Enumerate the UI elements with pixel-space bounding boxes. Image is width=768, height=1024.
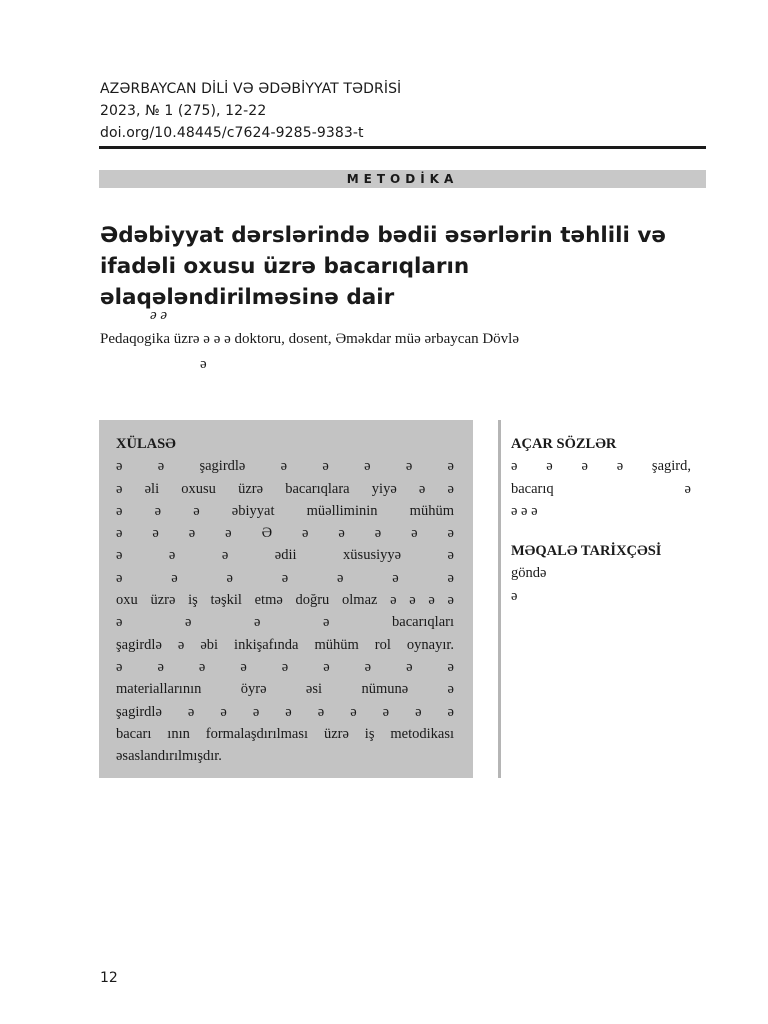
text-line: materiallarının öyrə əsi nümunə ə (116, 681, 454, 698)
text-line: ə ə ə əbiyyat müəlliminin mühüm (116, 502, 454, 519)
journal-issue: 2023, № 1 (275), 12-22 (100, 103, 267, 119)
text-line: ə ə ə ədii xüsusiyyə ə (116, 547, 454, 564)
text-line: ə ə ə ə bacarıqları (116, 614, 454, 631)
text-line: bacarı ının formalaşdırılması üzrə iş metodikası (116, 725, 454, 742)
section-bar: METODİKA (99, 170, 706, 188)
history-heading: MƏQALƏ TARİXÇƏSİ (511, 543, 662, 559)
abstract-heading: XÜLASƏ (116, 436, 176, 452)
journal-doi: doi.org/10.48445/c7624-9285-9383-t (100, 125, 364, 141)
author-affiliation-cont: ə (200, 356, 207, 372)
text-line: şagirdlə ə ə ə ə ə ə ə ə ə (116, 703, 454, 720)
text-line: ə ə şagirdlə ə ə ə ə ə (116, 458, 454, 475)
abstract-box (99, 420, 473, 778)
text-line: ə ə ə ə Ə ə ə ə ə ə (116, 525, 454, 542)
abstract-body (116, 433, 454, 767)
keywords-block (511, 433, 691, 522)
text-line: ə ə ə ə şagird, (511, 458, 691, 475)
page-number: 12 (100, 970, 118, 986)
author-affiliation: Pedaqogika üzrə ə ə ə doktoru, dosent, Əməkdar müə ərbaycan Dövlə (100, 331, 520, 347)
text-line: göndə (511, 565, 547, 582)
header-rule (99, 146, 706, 149)
journal-name: AZƏRBAYCAN DİLİ VƏ ƏDƏBİYYAT TƏDRİSİ (100, 81, 402, 97)
author-name: ə ə (150, 307, 168, 323)
journal-header (100, 78, 401, 144)
text-line: əsaslandırılmışdır. (116, 748, 222, 765)
text-line: bacarıq ə (511, 480, 691, 497)
text-line: ə ə ə ə ə ə ə (116, 569, 454, 586)
text-line: ə əli oxusu üzrə bacarıqlara yiyə ə ə (116, 480, 454, 497)
text-line: ə (511, 587, 518, 604)
text-line: ə ə ə (511, 502, 538, 519)
history-block (511, 540, 691, 607)
article-title: Ədəbiyyat dərslərində bədii əsərlərin təhlili və ifadəli oxusu üzrə bacarıqların əlaqələndirilməsinə dair (100, 223, 666, 310)
sidebar-rule (498, 420, 501, 778)
keywords-heading: AÇAR SÖZLƏR (511, 436, 617, 452)
text-line: oxu üzrə iş təşkil etmə doğru olmaz ə ə ə ə (116, 592, 454, 609)
text-line: şagirdlə ə əbi inkişafında mühüm rol oynayır. (116, 636, 454, 653)
text-line: ə ə ə ə ə ə ə ə ə (116, 658, 454, 675)
